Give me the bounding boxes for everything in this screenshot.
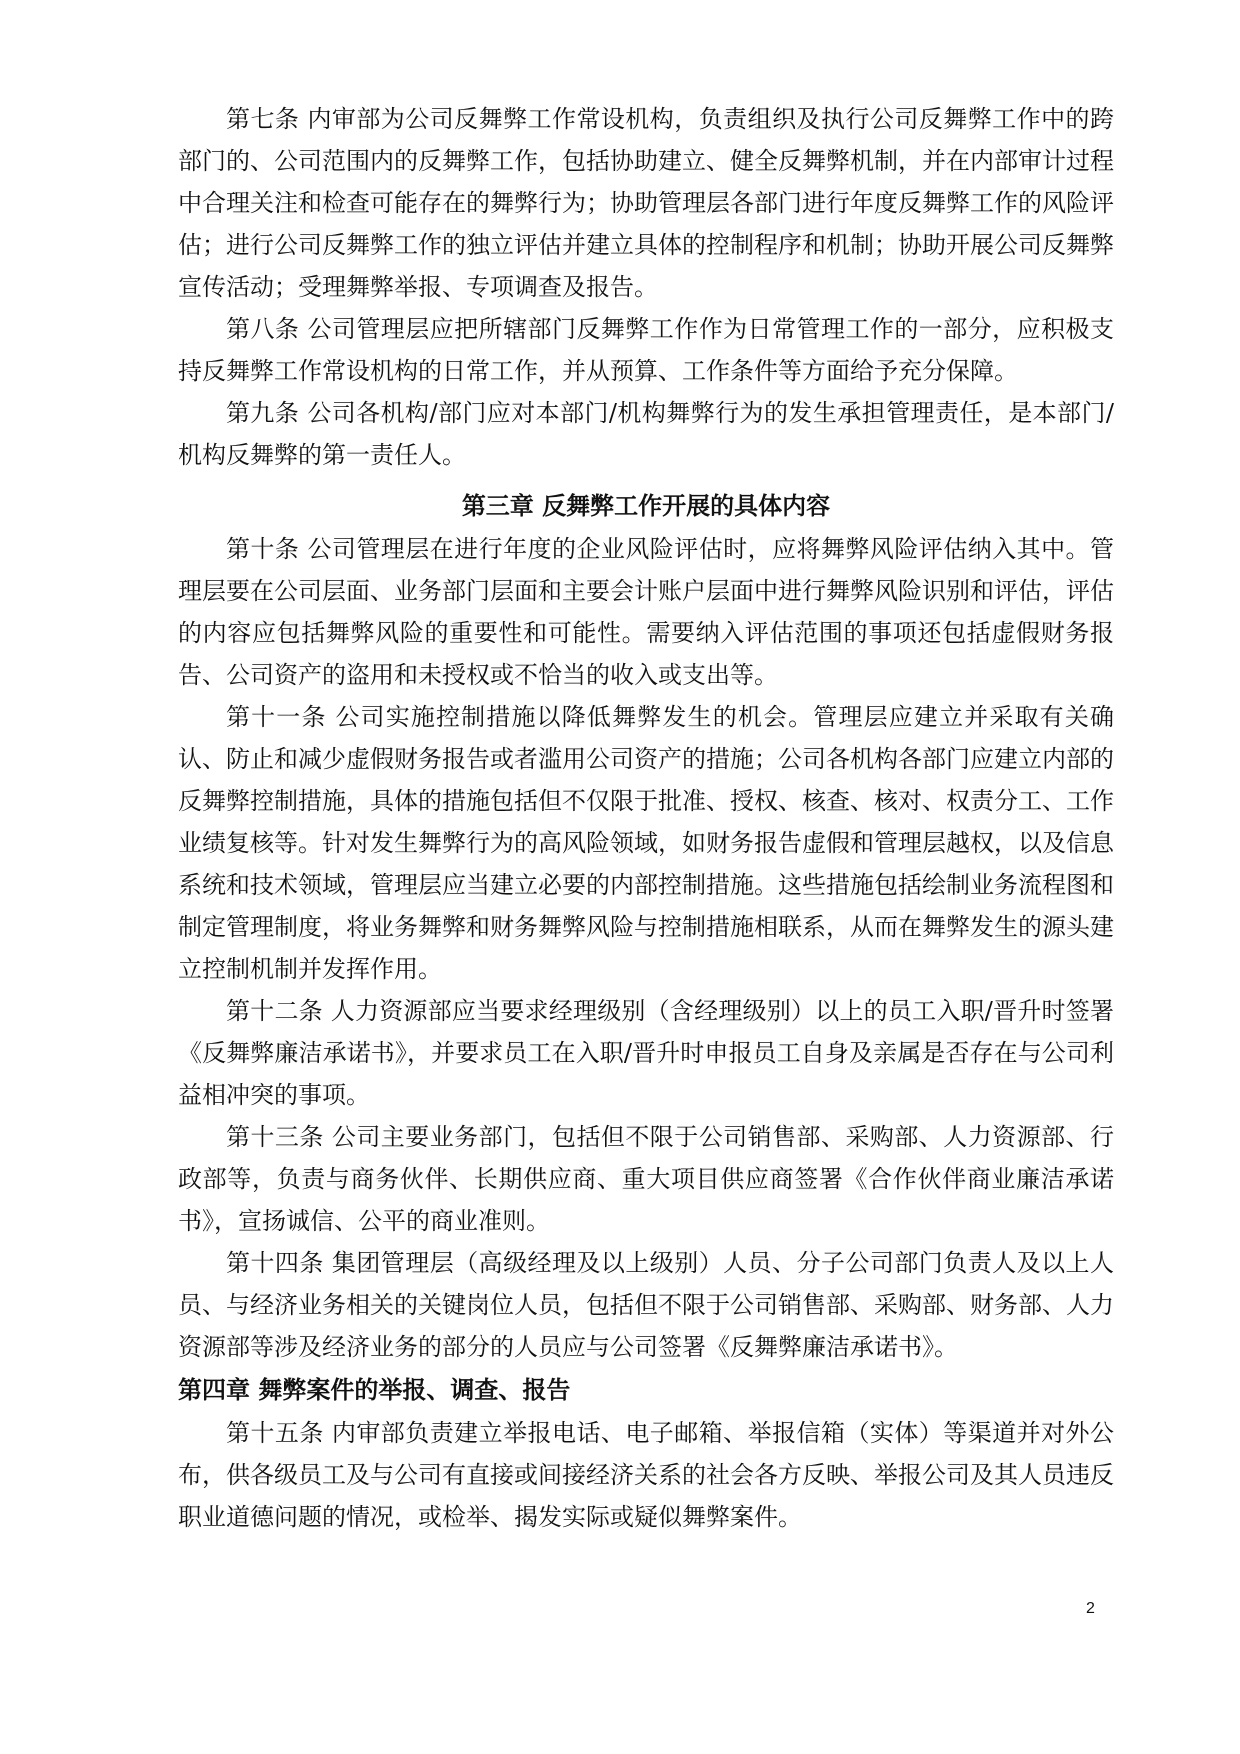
chapter-3-title: 第三章 反舞弊工作开展的具体内容 <box>461 492 831 520</box>
article-11: 第十一条 公司实施控制措施以降低舞弊发生的机会。管理层应建立并采取有关确认、防止和减少虚假财务报告或者滥用公司资产的措施；公司各机构各部门应建立内部的反舞弊控制措施，具体的措施包括但不仅限于批准、授权、核查、核对、权责分工、工作业绩复核等。针对发生舞弊行为的高风险领域，如财务报告虚假和管理层越权，以及信息系统和技术领域，管理层应当建立必要的内部控制措施。这些措施包括绘制业务流程图和制定管理制度，将业务舞弊和财务舞弊风险与控制措施相联系，从而在舞弊发生的源头建立控制机制并发挥作用。 <box>178 703 1114 983</box>
article-8: 第八条 公司管理层应把所辖部门反舞弊工作作为日常管理工作的一部分，应积极支持反舞弊工作常设机构的日常工作，并从预算、工作条件等方面给予充分保障。 <box>178 315 1114 385</box>
chapter-4-title: 第四章 舞弊案件的举报、调查、报告 <box>178 1376 571 1404</box>
article-15: 第十五条 内审部负责建立举报电话、电子邮箱、举报信箱（实体）等渠道并对外公布，供各级员工及与公司有直接或间接经济关系的社会各方反映、举报公司及其人员违反职业道德问题的情况，或检举、揭发实际或疑似舞弊案件。 <box>178 1419 1114 1531</box>
article-9: 第九条 公司各机构/部门应对本部门/机构舞弊行为的发生承担管理责任，是本部门/机构反舞弊的第一责任人。 <box>178 399 1114 469</box>
article-12: 第十二条 人力资源部应当要求经理级别（含经理级别）以上的员工入职/晋升时签署《反舞弊廉洁承诺书》，并要求员工在入职/晋升时申报员工自身及亲属是否存在与公司利益相冲突的事项。 <box>178 997 1114 1109</box>
article-13: 第十三条 公司主要业务部门，包括但不限于公司销售部、采购部、人力资源部、行政部等，负责与商务伙伴、长期供应商、重大项目供应商签署《合作伙伴商业廉洁承诺书》，宣扬诚信、公平的商业准则。 <box>178 1123 1114 1235</box>
article-7: 第七条 内审部为公司反舞弊工作常设机构，负责组织及执行公司反舞弊工作中的跨部门的、公司范围内的反舞弊工作，包括协助建立、健全反舞弊机制，并在内部审计过程中合理关注和检查可能存在的舞弊行为；协助管理层各部门进行年度反舞弊工作的风险评估；进行公司反舞弊工作的独立评估并建立具体的控制程序和机制；协助开展公司反舞弊宣传活动；受理舞弊举报、专项调查及报告。 <box>178 105 1114 301</box>
article-14: 第十四条 集团管理层（高级经理及以上级别）人员、分子公司部门负责人及以上人员、与经济业务相关的关键岗位人员，包括但不限于公司销售部、采购部、财务部、人力资源部等涉及经济业务的部分的人员应与公司签署《反舞弊廉洁承诺书》。 <box>178 1249 1114 1361</box>
page-number: 2 <box>1086 1600 1095 1617</box>
document-page <box>178 98 1114 1538</box>
article-10: 第十条 公司管理层在进行年度的企业风险评估时，应将舞弊风险评估纳入其中。管理层要在公司层面、业务部门层面和主要会计账户层面中进行舞弊风险识别和评估，评估的内容应包括舞弊风险的重要性和可能性。需要纳入评估范围的事项还包括虚假财务报告、公司资产的盗用和未授权或不恰当的收入或支出等。 <box>178 535 1114 689</box>
